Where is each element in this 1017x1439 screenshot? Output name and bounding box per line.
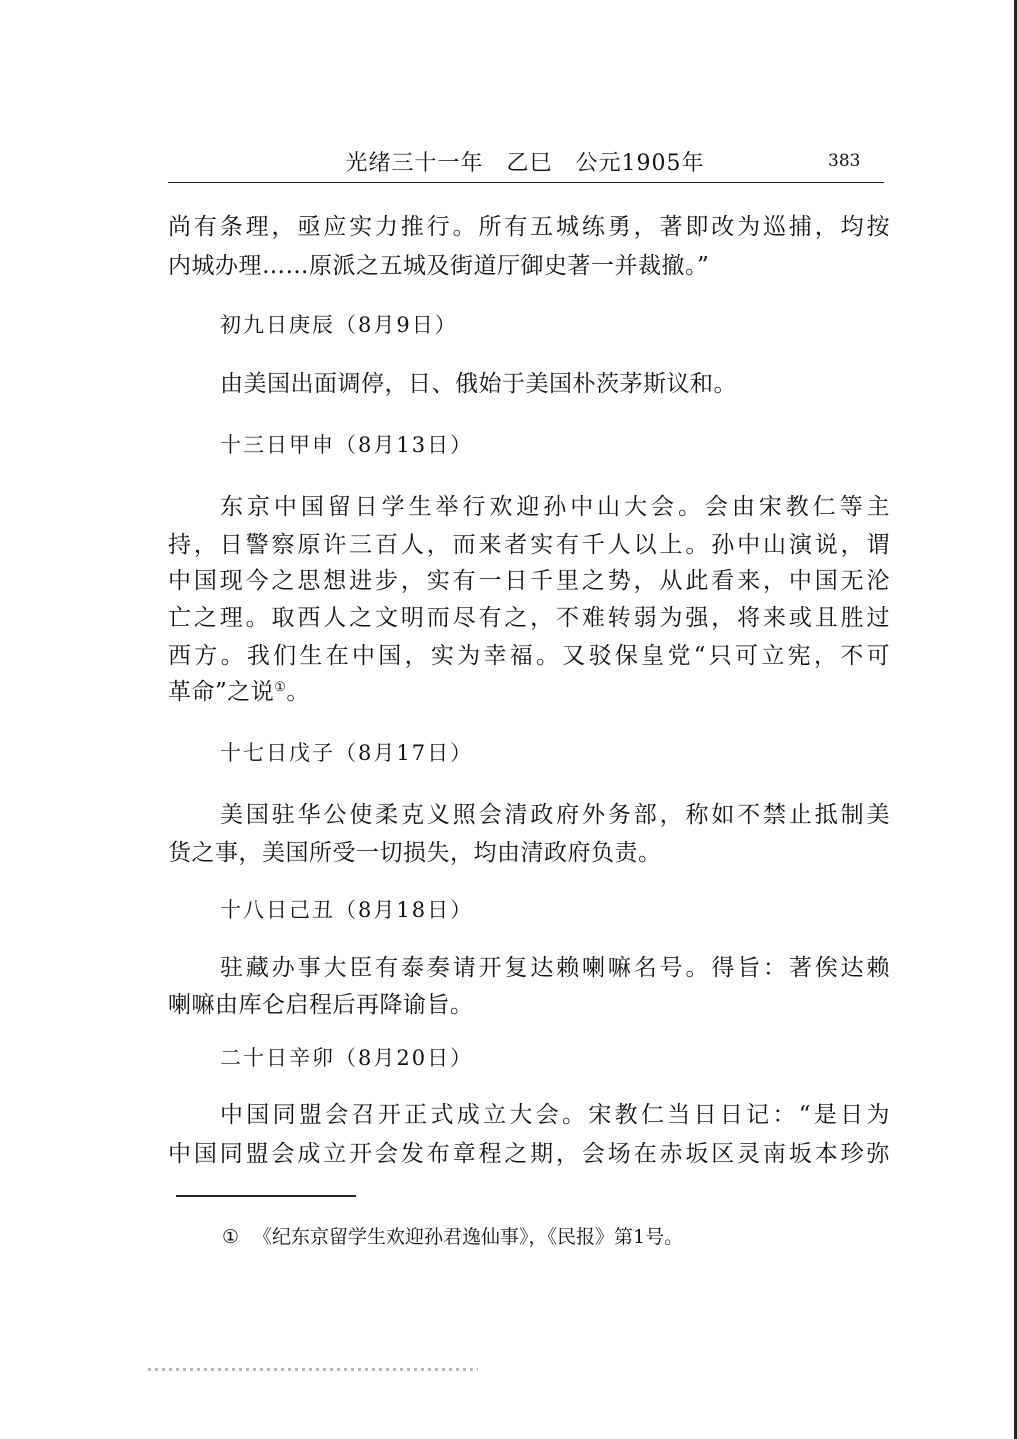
running-header-title: 光绪三十一年 乙巳 公元1905年 [345,151,705,176]
paragraph-line: 中国同盟会成立开会发布章程之期，会场在赤坂区灵南坂本珍弥 [168,1141,890,1167]
paragraph-line: 中国同盟会召开正式成立大会。宋教仁当日日记：“是日为 [220,1102,890,1128]
header-rule [168,182,884,183]
entry-date: 十七日戊子（8月17日） [220,741,474,765]
paragraph-line: 美国驻华公使柔克义照会清政府外务部，称如不禁止抵制美 [220,802,890,828]
paragraph-end: 。 [286,679,310,705]
footnote-mark: ① [222,1226,240,1248]
paragraph-line: 由美国出面调停，日、俄始于美国朴茨茅斯议和。 [220,371,737,397]
paragraph-line: 驻藏办事大臣有泰奏请开复达赖喇嘛名号。得旨：著俟达赖 [220,955,890,981]
entry-date: 二十日辛卯（8月20日） [220,1046,474,1070]
paragraph-line: 中国现今之思想进步，实有一日千里之势，从此看来，中国无沦 [168,568,890,594]
paragraph-line: 西方。我们生在中国，实为幸福。又驳保皇党“只可立宪，不可 [168,643,890,669]
paragraph-line: 持，日警察原许三百人，而来者实有千人以上。孙中山演说，谓 [168,532,890,558]
paragraph-line: 喇嘛由库仑启程后再降谕旨。 [168,992,474,1018]
paragraph-line: 尚有条理，亟应实力推行。所有五城练勇，著即改为巡捕，均按 [168,214,890,240]
paragraph-line: 货之事，美国所受一切损失，均由清政府负责。 [168,840,662,866]
page-number: 383 [828,151,861,171]
entry-date: 十三日甲申（8月13日） [220,433,474,457]
scan-artifact [148,1368,478,1371]
footnote-reference[interactable]: ① [274,680,287,695]
footnote [222,1222,683,1249]
footnote-rule [176,1195,356,1197]
paragraph-text: 革命”之说 [168,679,275,705]
entry-date: 十八日己丑（8月18日） [220,898,474,922]
footnote-text: 《纪东京留学生欢迎孙君逸仙事》，《民报》第1号。 [253,1226,684,1248]
paragraph-line: 内城办理……原派之五城及街道厅御史著一并裁撤。” [168,253,710,279]
paragraph-line: 亡之理。取西人之文明而尽有之，不难转弱为强，将来或且胜过 [168,605,890,631]
entry-date: 初九日庚辰（8月9日） [220,313,458,337]
paragraph-line-with-note [168,677,890,707]
paragraph-line: 东京中国留日学生举行欢迎孙中山大会。会由宋教仁等主 [220,494,890,520]
